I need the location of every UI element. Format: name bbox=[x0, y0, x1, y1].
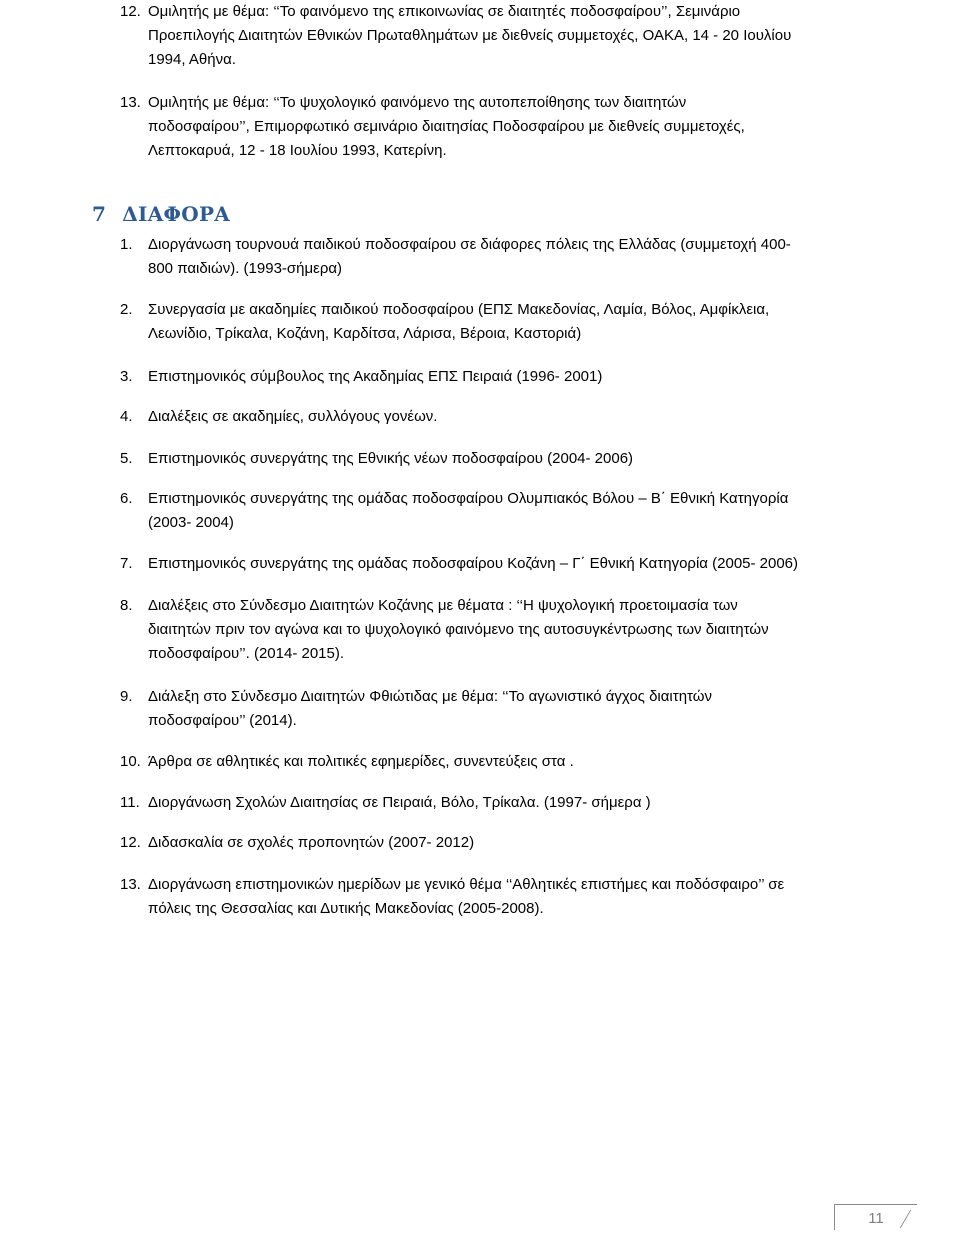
list-item-number: 5. bbox=[120, 450, 133, 467]
text-line: Λεωνίδιο, Τρίκαλα, Κοζάνη, Καρδίτσα, Λάρισα, Βέροια, Καστοριά) bbox=[148, 325, 582, 342]
section-list-item-12 bbox=[120, 831, 880, 855]
text-line: Ομιλητής με θέμα: ‘‘Το φαινόμενο της επικοινωνίας σε διαιτητές ποδοσφαίρου’’, Σεμινάριο bbox=[148, 3, 741, 20]
text-line: Διαλέξεις στο Σύνδεσμο Διαιτητών Κοζάνης με θέματα : ‘‘Η ψυχολογική προετοιμασία των bbox=[148, 597, 738, 614]
list-item-text bbox=[120, 552, 880, 576]
section-list-item-9 bbox=[120, 685, 880, 733]
text-line: ποδοσφαίρου’’. (2014- 2015). bbox=[148, 645, 345, 662]
list-item-number: 12. bbox=[120, 834, 141, 851]
list-item-number: 13. bbox=[120, 94, 141, 111]
list-item-number: 6. bbox=[120, 490, 133, 507]
text-line: (2003- 2004) bbox=[148, 514, 234, 531]
section-list-item-10 bbox=[120, 750, 880, 774]
list-item-number: 13. bbox=[120, 876, 141, 893]
section-list-item-3 bbox=[120, 365, 880, 389]
list-item-text bbox=[120, 298, 880, 346]
list-item-number: 11. bbox=[120, 794, 140, 811]
text-line: Συνεργασία με ακαδημίες παιδικού ποδοσφαίρου (ΕΠΣ Μακεδονίας, Λαμία, Βόλος, Αμφίκλεια, bbox=[148, 301, 770, 318]
list-item-text bbox=[120, 405, 880, 429]
text-line: Διαλέξεις σε ακαδημίες, συλλόγους γονέων. bbox=[148, 408, 438, 425]
list-item-number: 8. bbox=[120, 597, 133, 614]
top-list-item-13 bbox=[120, 91, 880, 163]
section-heading bbox=[92, 202, 230, 226]
list-item-text bbox=[120, 487, 880, 535]
text-line: ποδοσφαίρου’’ (2014). bbox=[148, 712, 297, 729]
list-item-number: 9. bbox=[120, 688, 133, 705]
list-item-text bbox=[120, 447, 880, 471]
list-item-number: 12. bbox=[120, 3, 141, 20]
text-line: Διδασκαλία σε σχολές προπονητών (2007- 2012) bbox=[148, 834, 475, 851]
text-line: 1994, Αθήνα. bbox=[148, 51, 236, 68]
text-line: Άρθρα σε αθλητικές και πολιτικές εφημερίδες, συνεντεύξεις στα . bbox=[148, 753, 574, 770]
section-list-item-13 bbox=[120, 873, 880, 921]
list-item-text bbox=[120, 0, 880, 72]
list-item-text bbox=[120, 91, 880, 163]
list-item-text bbox=[120, 233, 880, 281]
list-item-text bbox=[120, 685, 880, 733]
text-line: 800 παιδιών). (1993-σήμερα) bbox=[148, 260, 343, 277]
list-item-text bbox=[120, 365, 880, 389]
top-list-item-12 bbox=[120, 0, 880, 72]
text-line: διαιτητών πριν τον αγώνα και το ψυχολογικό φαινόμενο της αυτοσυγκέντρωσης των διαιτητών bbox=[148, 621, 769, 638]
section-list-item-11 bbox=[120, 791, 880, 815]
text-line: Επιστημονικός συνεργάτης της ομάδας ποδοσφαίρου Ολυμπιακός Βόλου – Β΄ Εθνική Κατηγορία bbox=[148, 490, 789, 507]
list-item-text bbox=[120, 831, 880, 855]
list-item-number: 10. bbox=[120, 753, 141, 770]
text-line: Διοργάνωση επιστημονικών ημερίδων με γενικό θέμα ‘‘Αθλητικές επιστήμες και ποδόσφαιρο’’ σε bbox=[148, 876, 785, 893]
text-line: ποδοσφαίρου’’, Επιμορφωτικό σεμινάριο διαιτησίας Ποδοσφαίρου με διεθνείς συμμετοχές, bbox=[148, 118, 745, 135]
text-line: πόλεις της Θεσσαλίας και Δυτικής Μακεδονίας (2005-2008). bbox=[148, 900, 544, 917]
text-line: Ομιλητής με θέμα: ‘‘Το ψυχολογικό φαινόμενο της αυτοπεποίθησης των διαιτητών bbox=[148, 94, 687, 111]
section-list-item-8 bbox=[120, 594, 880, 666]
text-line: Προεπιλογής Διαιτητών Εθνικών Πρωταθλημάτων με διεθνείς συμμετοχές, ΟΑΚΑ, 14 - 20 Ιουλίου bbox=[148, 27, 792, 44]
section-list-item-7 bbox=[120, 552, 880, 576]
list-item-text bbox=[120, 750, 880, 774]
section-list-item-5 bbox=[120, 447, 880, 471]
section-list-item-6 bbox=[120, 487, 880, 535]
section-title: ΔΙΑΦΟΡΑ bbox=[122, 202, 231, 226]
text-line: Επιστημονικός σύμβουλος της Ακαδημίας ΕΠΣ Πειραιά (1996- 2001) bbox=[148, 368, 603, 385]
section-number: 7 bbox=[92, 202, 107, 226]
text-line: Διοργάνωση Σχολών Διαιτησίας σε Πειραιά, Βόλο, Τρίκαλα. (1997- σήμερα ) bbox=[148, 794, 651, 811]
list-item-text bbox=[120, 594, 880, 666]
text-line: Λεπτοκαρυά, 12 - 18 Ιουλίου 1993, Κατερίνη. bbox=[148, 142, 447, 159]
section-list-item-2 bbox=[120, 298, 880, 346]
list-item-number: 7. bbox=[120, 555, 133, 572]
text-line: Επιστημονικός συνεργάτης της ομάδας ποδοσφαίρου Κοζάνη – Γ΄ Εθνική Κατηγορία (2005- 2006) bbox=[148, 555, 799, 572]
section-list-item-4 bbox=[120, 405, 880, 429]
section-list-item-1 bbox=[120, 233, 880, 281]
list-item-number: 1. bbox=[120, 236, 133, 253]
list-item-text bbox=[120, 791, 880, 815]
text-line: Διάλεξη στο Σύνδεσμο Διαιτητών Φθιώτιδας με θέμα: ‘‘Το αγωνιστικό άγχος διαιτητών bbox=[148, 688, 712, 705]
page-number: 11 bbox=[834, 1204, 917, 1230]
list-item-number: 2. bbox=[120, 301, 133, 318]
list-item-number: 4. bbox=[120, 408, 133, 425]
text-line: Επιστημονικός συνεργάτης της Εθνικής νέων ποδοσφαίρου (2004- 2006) bbox=[148, 450, 634, 467]
list-item-number: 3. bbox=[120, 368, 133, 385]
text-line: Διοργάνωση τουρνουά παιδικού ποδοσφαίρου σε διάφορες πόλεις της Ελλάδας (συμμετοχή 400- bbox=[148, 236, 791, 253]
list-item-text bbox=[120, 873, 880, 921]
